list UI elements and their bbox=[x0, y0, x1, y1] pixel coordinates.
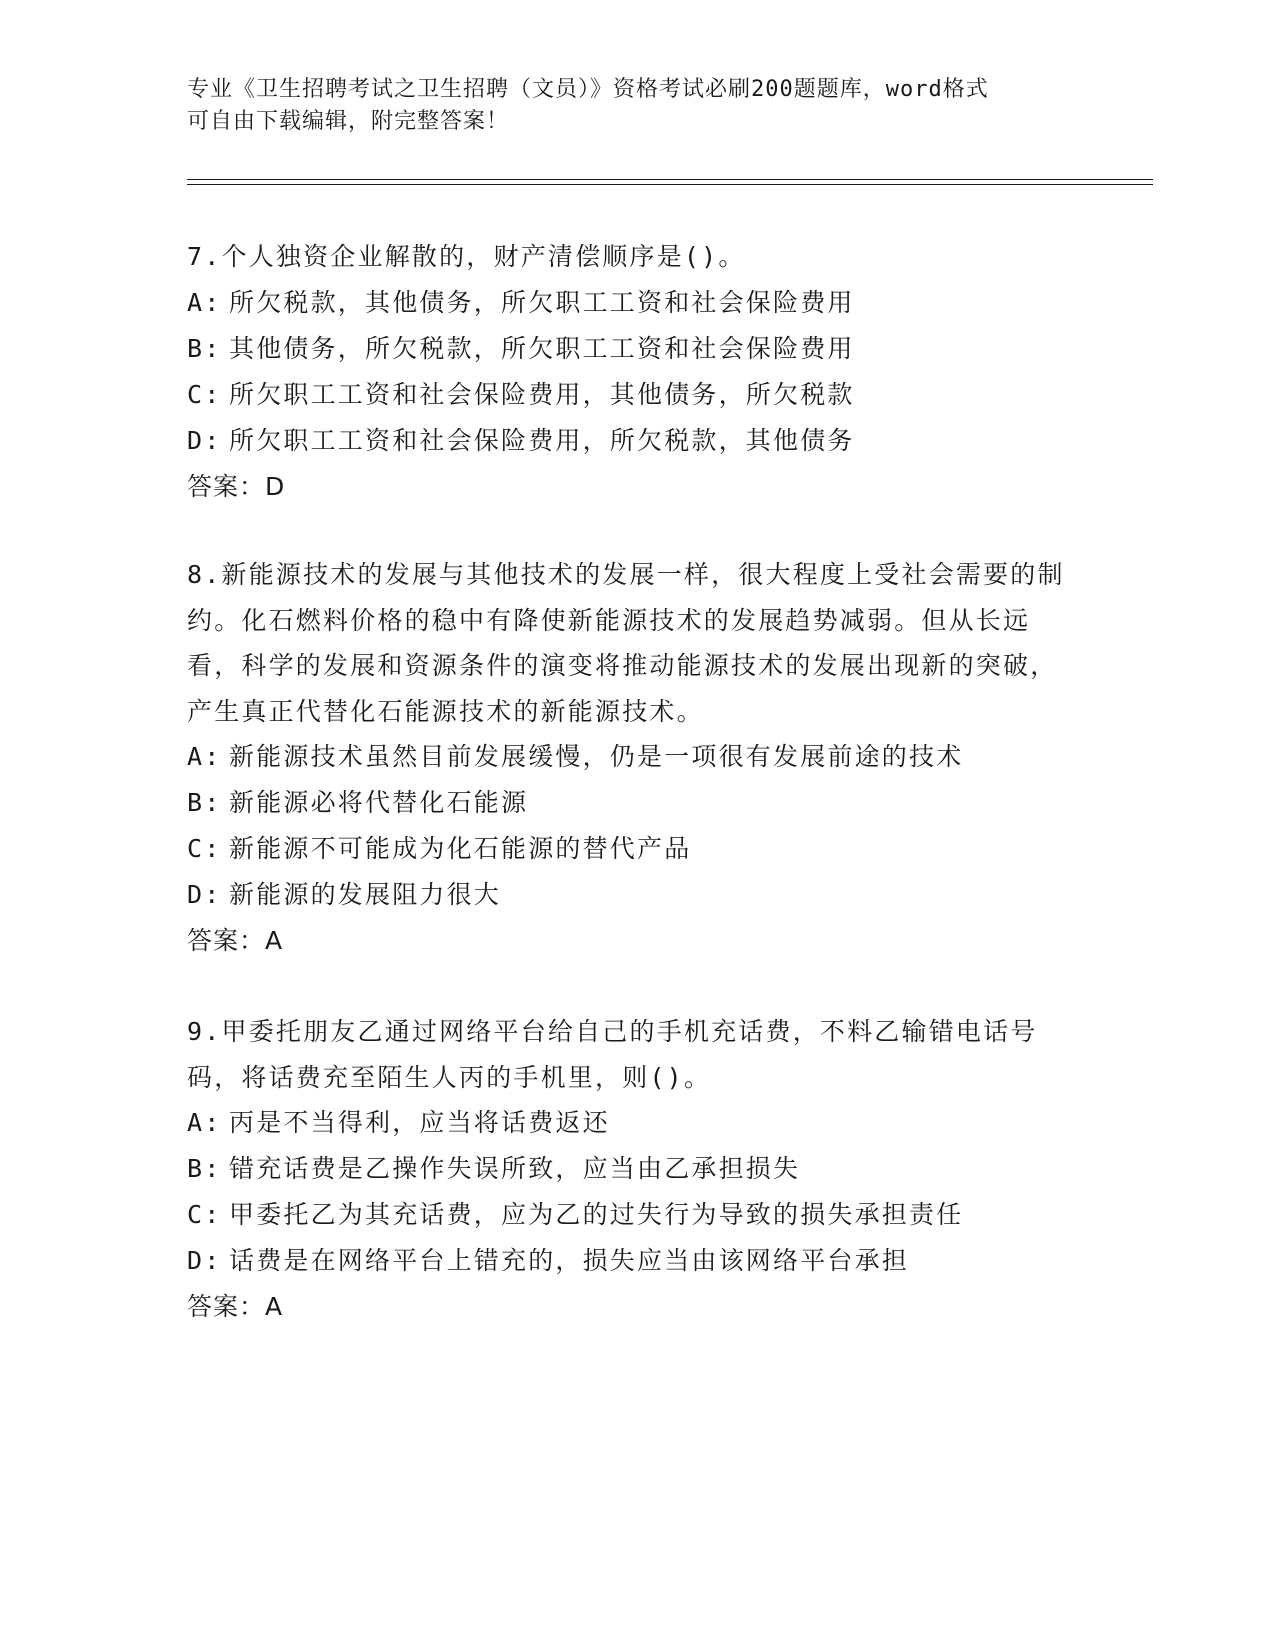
option-d bbox=[187, 872, 1067, 918]
option-text: 新能源不可能成为化石能源的替代产品 bbox=[229, 834, 692, 863]
option-key: C: bbox=[187, 1200, 222, 1229]
option-b bbox=[187, 1146, 1067, 1192]
option-text: 错充话费是乙操作失误所致，应当由乙承担损失 bbox=[229, 1154, 801, 1183]
header-divider-bottom bbox=[187, 184, 1153, 185]
answer: 答案：D bbox=[187, 472, 286, 501]
option-key: D: bbox=[187, 426, 222, 455]
option-key: B: bbox=[187, 788, 222, 817]
question-stem: 7.个人独资企业解散的，财产清偿顺序是()。 bbox=[187, 242, 746, 271]
option-c bbox=[187, 826, 1067, 872]
option-text: 新能源必将代替化石能源 bbox=[229, 788, 529, 817]
option-key: A: bbox=[187, 742, 222, 771]
option-a bbox=[187, 734, 1067, 780]
option-text: 其他债务，所欠税款，所欠职工工资和社会保险费用 bbox=[229, 334, 855, 363]
option-text: 所欠职工工资和社会保险费用，所欠税款，其他债务 bbox=[229, 426, 855, 455]
option-key: B: bbox=[187, 334, 222, 363]
option-text: 所欠职工工资和社会保险费用，其他债务，所欠税款 bbox=[229, 380, 855, 409]
question-9 bbox=[187, 1009, 1067, 1330]
option-text: 新能源的发展阻力很大 bbox=[229, 880, 502, 909]
question-8 bbox=[187, 552, 1067, 964]
question-7 bbox=[187, 234, 1067, 510]
option-key: C: bbox=[187, 834, 222, 863]
option-key: A: bbox=[187, 288, 222, 317]
header-line-1: 专业《卫生招聘考试之卫生招聘（文员）》资格考试必刷200题题库，word格式 bbox=[187, 77, 989, 102]
option-key: B: bbox=[187, 1154, 222, 1183]
header-line-2: 可自由下载编辑，附完整答案！ bbox=[187, 109, 510, 134]
option-text: 所欠税款，其他债务，所欠职工工资和社会保险费用 bbox=[229, 288, 855, 317]
answer: 答案：A bbox=[187, 1292, 284, 1321]
option-c bbox=[187, 372, 1067, 418]
option-a bbox=[187, 1100, 1067, 1146]
option-key: C: bbox=[187, 380, 222, 409]
header-divider-top bbox=[187, 179, 1153, 180]
document-header bbox=[187, 74, 1067, 138]
option-c bbox=[187, 1192, 1067, 1238]
option-key: A: bbox=[187, 1108, 222, 1137]
option-text: 新能源技术虽然目前发展缓慢，仍是一项很有发展前途的技术 bbox=[229, 742, 964, 771]
option-b bbox=[187, 326, 1067, 372]
option-text: 甲委托乙为其充话费，应为乙的过失行为导致的损失承担责任 bbox=[229, 1200, 964, 1229]
answer: 答案：A bbox=[187, 926, 284, 955]
option-d bbox=[187, 418, 1067, 464]
option-key: D: bbox=[187, 1246, 222, 1275]
option-text: 话费是在网络平台上错充的，损失应当由该网络平台承担 bbox=[229, 1246, 910, 1275]
option-b bbox=[187, 780, 1067, 826]
option-text: 丙是不当得利，应当将话费返还 bbox=[229, 1108, 610, 1137]
question-stem: 8.新能源技术的发展与其他技术的发展一样，很大程度上受社会需要的制约。化石燃料价格的稳中有降使新能源技术的发展趋势减弱。但从长远看，科学的发展和资源条件的演变将推动能源技术的发展出现新的突破，产生真正代替化石能源技术的新能源技术。 bbox=[187, 560, 1065, 726]
question-stem: 9.甲委托朋友乙通过网络平台给自己的手机充话费，不料乙输错电话号码，将话费充至陌生人丙的手机里，则()。 bbox=[187, 1017, 1038, 1092]
option-a bbox=[187, 280, 1067, 326]
option-d bbox=[187, 1238, 1067, 1284]
option-key: D: bbox=[187, 880, 222, 909]
